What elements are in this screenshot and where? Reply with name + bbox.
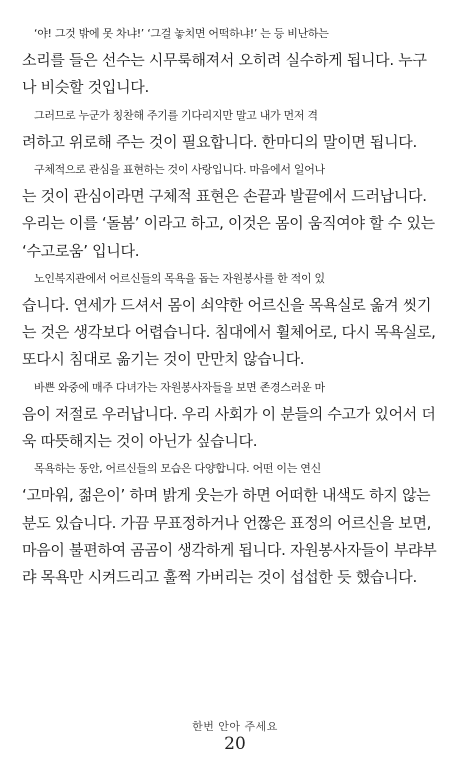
paragraph — [22, 102, 450, 156]
body-text — [22, 20, 450, 591]
text-line: 바쁜 와중에 매주 다녀가는 자원봉사자들을 보면 존경스러운 마 — [34, 380, 325, 394]
paragraph — [22, 156, 450, 265]
paragraph — [22, 20, 450, 102]
text-line: 려하고 위로해 주는 것이 필요합니다. 한마디의 말이면 됩니다. — [22, 132, 417, 151]
text-line: 목욕하는 동안, 어르신들의 모습은 다양합니다. 어떤 이는 연신 — [34, 462, 321, 476]
text-line: 나 비슷할 것입니다. — [22, 78, 149, 97]
text-line: 우리는 이를 ‘돌봄’ 이라고 하고, 이것은 몸이 움직여야 할 수 있는 — [22, 214, 435, 233]
text-line: 랴 목욕만 시켜드리고 훌쩍 가버리는 것이 섭섭한 듯 했습니다. — [22, 568, 417, 587]
text-line: ‘야! 그것 밖에 못 차냐!’ ‘그걸 놓치면 어떡하냐!’ 는 등 비난하는 — [34, 27, 329, 40]
page-number: 20 — [224, 734, 246, 754]
text-line: 그러므로 누군가 칭찬해 주기를 기다리지만 말고 내가 먼저 격 — [34, 108, 318, 122]
paragraph — [22, 265, 450, 374]
text-line: 분도 있습니다. 가끔 무표정하거나 언짢은 표정의 어르신을 보면, — [22, 513, 432, 532]
text-line: 구체적으로 관심을 표현하는 것이 사랑입니다. 마음에서 일어나 — [34, 163, 325, 177]
text-line: 소리를 들은 선수는 시무룩해져서 오히려 실수하게 됩니다. 누구 — [22, 51, 427, 70]
paragraph — [22, 374, 450, 456]
text-line: 는 것은 생각보다 어렵습니다. 침대에서 휠체어로, 다시 목욕실로, — [22, 323, 436, 342]
text-line: 음이 저절로 우러납니다. 우리 사회가 이 분들의 수고가 있어서 더 — [22, 404, 436, 423]
book-title-footer: 한번 안아 주세요 — [192, 720, 278, 733]
text-line: 습니다. 연세가 드셔서 몸이 쇠약한 어르신을 목욕실로 옮겨 씻기 — [22, 296, 432, 315]
text-line: 욱 따뜻해지는 것이 아닌가 싶습니다. — [22, 432, 258, 451]
text-line: 마음이 불편하여 곰곰이 생각하게 됩니다. 자원봉사자들이 부랴부 — [22, 540, 437, 559]
text-line: ‘수고로움’ 입니다. — [22, 241, 140, 260]
text-line: 는 것이 관심이라면 구체적 표현은 손끝과 발끝에서 드러납니다. — [22, 187, 427, 206]
text-line: ‘고마워, 젊은이’ 하며 밝게 웃는가 하면 어떠한 내색도 하지 않는 — [22, 486, 431, 505]
paragraph — [22, 455, 450, 591]
text-line: 노인복지관에서 어르신들의 목욕을 돕는 자원봉사를 한 적이 있 — [34, 271, 325, 285]
text-line: 또다시 침대로 옮기는 것이 만만치 않습니다. — [22, 350, 305, 369]
